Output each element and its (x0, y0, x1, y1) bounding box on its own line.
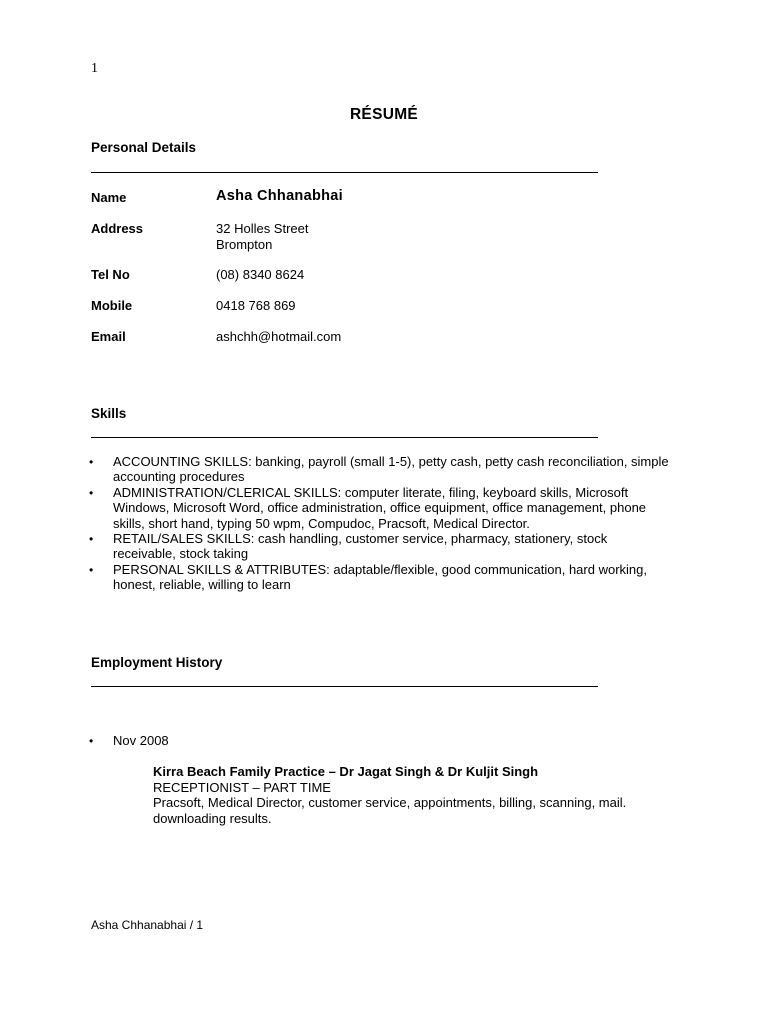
personal-details-heading: Personal Details (91, 140, 197, 155)
email-label: Email (91, 329, 126, 344)
tel-value: (08) 8340 8624 (216, 267, 305, 282)
skill-item: ACCOUNTING SKILLS: banking, payroll (small 1-5), petty cash, petty cash reconciliation, simple accounting procedures (113, 454, 669, 485)
resume-title: RÉSUMÉ (349, 106, 419, 123)
name-value: Asha Chhanabhai (216, 188, 343, 204)
mobile-label: Mobile (91, 298, 133, 313)
address-line: 32 Holles Street (216, 221, 309, 236)
bullet-icon: • (89, 532, 94, 546)
page-footer: Asha Chhanabhai / 1 (91, 918, 204, 932)
mobile-value: 0418 768 869 (216, 298, 296, 313)
address-label: Address (91, 221, 144, 236)
bullet-icon: • (89, 455, 94, 469)
skill-item: PERSONAL SKILLS & ATTRIBUTES: adaptable/flexible, good communication, hard working, honest, reliable, willing to learn (113, 562, 647, 593)
employment-history-heading: Employment History (91, 655, 223, 670)
job-position: RECEPTIONIST – PART TIME (153, 779, 331, 795)
address-line: Brompton (216, 236, 273, 252)
section-divider (91, 172, 598, 173)
bullet-icon: • (89, 486, 94, 500)
page-number: 1 (91, 61, 98, 76)
skill-item: RETAIL/SALES SKILLS: cash handling, customer service, pharmacy, stationery, stock receivable, stock taking (113, 531, 608, 562)
skill-item: ADMINISTRATION/CLERICAL SKILLS: computer literate, filing, keyboard skills, Microsoft Windows, Microsoft Word, office administration, office equipment, office management, phone skills, short hand, typing 50 wpm, Compudoc, Pracsoft, Medical Director. (113, 485, 647, 531)
job-employer: Kirra Beach Family Practice – Dr Jagat Singh & Dr Kuljit Singh (153, 764, 539, 779)
bullet-icon: • (89, 563, 94, 577)
job-duties: downloading results. (153, 810, 272, 826)
job-duties: Pracsoft, Medical Director, customer service, appointments, billing, scanning, mail. (153, 795, 627, 810)
address-value (216, 221, 309, 252)
job-entry (153, 764, 693, 826)
job-date: Nov 2008 (113, 733, 169, 748)
section-divider (91, 437, 598, 438)
skills-heading: Skills (91, 406, 127, 421)
section-divider (91, 686, 598, 687)
bullet-icon: • (89, 734, 94, 748)
email-value: ashchh@hotmail.com (216, 329, 342, 344)
name-label: Name (91, 190, 127, 205)
tel-label: Tel No (91, 267, 130, 282)
